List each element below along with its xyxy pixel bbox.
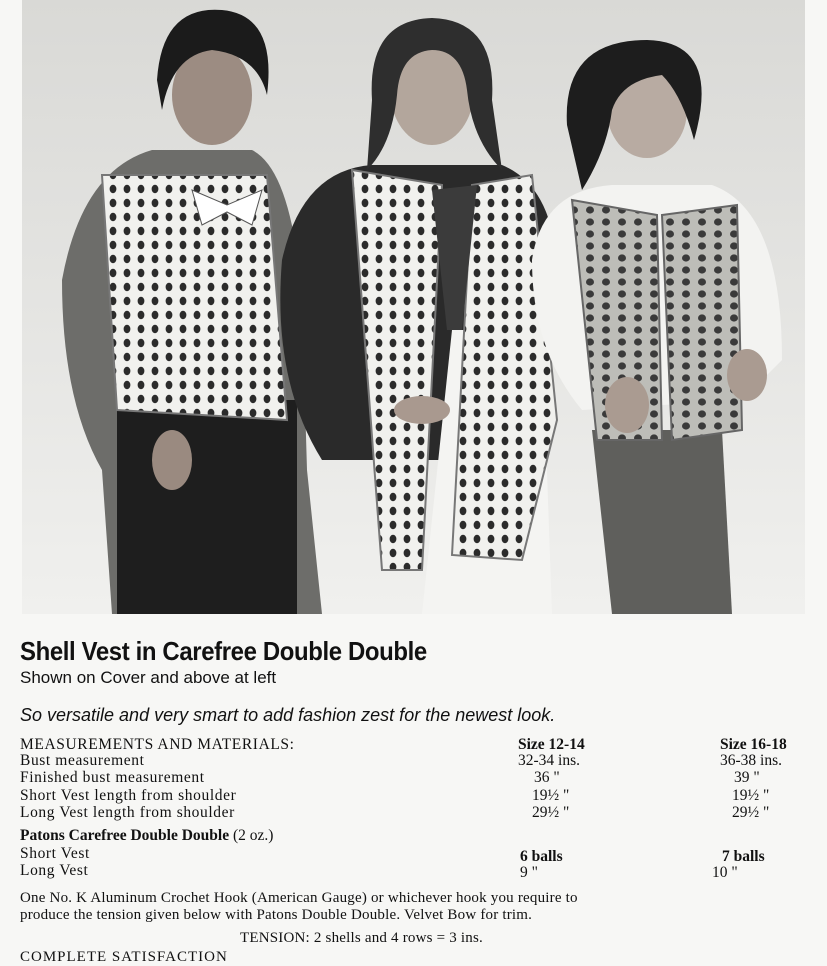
measurement-value: 32-34 ins. — [518, 752, 580, 769]
materials-heading-suffix: (2 oz.) — [232, 827, 274, 844]
measurement-label: Short Vest length from shoulder — [20, 787, 237, 804]
pattern-title: Shell Vest in Carefree Double Double — [20, 636, 427, 666]
material-value: 7 balls — [722, 848, 765, 865]
pattern-subtitle: Shown on Cover and above at left — [20, 668, 277, 687]
vest-photo-illustration — [22, 0, 805, 614]
measurements-heading: MEASUREMENTS AND MATERIALS: — [20, 736, 295, 753]
hook-line-1: One No. K Aluminum Crochet Hook (American Gauge) or whichever hook you require to — [20, 890, 578, 906]
material-value: 9 " — [520, 864, 538, 881]
materials-heading-line — [20, 827, 273, 845]
material-value: 6 balls — [520, 848, 563, 865]
vest-photo — [22, 0, 805, 614]
hook-line-2: produce the tension given below with Patons Double Double. Velvet Bow for trim. — [20, 907, 533, 923]
tension-line: TENSION: 2 shells and 4 rows = 3 ins. — [240, 930, 483, 946]
measurement-label: Finished bust measurement — [20, 769, 205, 786]
measurement-label: Bust measurement — [20, 752, 145, 769]
size-header-12-14: Size 12-14 — [518, 736, 585, 753]
measurement-value: 19½ " — [532, 787, 570, 804]
measurement-label: Long Vest length from shoulder — [20, 804, 235, 821]
measurement-value: 36-38 ins. — [720, 752, 782, 769]
material-label: Long Vest — [20, 862, 89, 879]
materials-heading: Patons Carefree Double Double — [20, 827, 230, 844]
pattern-tagline: So versatile and very smart to add fashion zest for the newest look. — [20, 705, 556, 725]
cut-off-line: COMPLETE SATISFACTION — [20, 949, 228, 965]
material-label: Short Vest — [20, 845, 90, 862]
measurement-value: 19½ " — [732, 787, 770, 804]
measurement-value: 29½ " — [532, 804, 570, 821]
measurement-value: 39 " — [734, 769, 760, 786]
material-value: 10 " — [712, 864, 738, 881]
measurement-value: 36 " — [534, 769, 560, 786]
measurement-value: 29½ " — [732, 804, 770, 821]
size-header-16-18: Size 16-18 — [720, 736, 787, 753]
